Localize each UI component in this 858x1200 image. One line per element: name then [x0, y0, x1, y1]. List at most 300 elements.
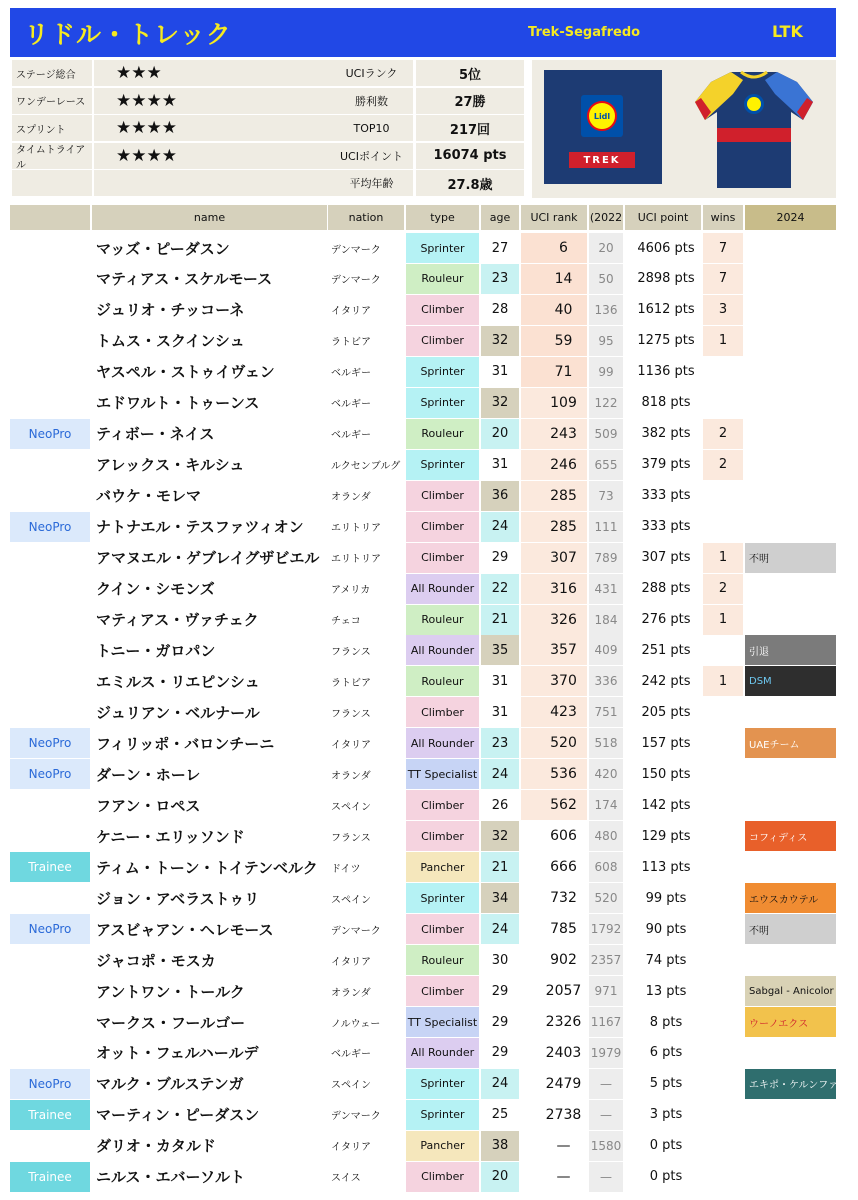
lidl-logo-text: Lidl — [587, 101, 617, 131]
stat-value: 217回 — [416, 115, 524, 141]
uci-rank: 606 — [550, 828, 577, 845]
rider-age: 20 — [481, 1162, 519, 1192]
summary-row — [10, 88, 530, 115]
table-row — [10, 481, 836, 512]
header-uci-rank: UCI rank — [521, 205, 587, 230]
prev-rank: 20 — [589, 233, 623, 263]
rider-age: 35 — [481, 635, 519, 665]
wins-count — [703, 1069, 743, 1099]
status-badge — [10, 264, 90, 294]
next-team — [745, 790, 836, 820]
table-row — [10, 666, 836, 697]
prev-rank: 608 — [589, 852, 623, 882]
wins-count: 2 — [703, 419, 743, 449]
status-badge — [10, 326, 90, 356]
wins-count — [703, 1038, 743, 1068]
uci-points: 4606 pts — [637, 240, 695, 256]
uci-points: 382 pts — [641, 426, 691, 442]
rider-type: Climber — [406, 326, 479, 356]
status-badge — [10, 1131, 90, 1161]
uci-rank: 307 — [550, 549, 577, 566]
team-logo — [544, 70, 662, 184]
uci-rank: 316 — [550, 580, 577, 597]
status-badge — [10, 543, 90, 573]
table-row — [10, 883, 836, 914]
summary-row — [10, 170, 530, 197]
uci-rank: 40 — [554, 301, 573, 318]
table-row — [10, 1007, 836, 1038]
rider-name: アントワン・トールク — [96, 982, 245, 1001]
wins-count — [703, 635, 743, 665]
rider-age: 29 — [491, 550, 509, 566]
rider-age: 21 — [481, 605, 519, 635]
rider-nation: チェコ — [331, 616, 361, 628]
next-team — [745, 481, 836, 511]
table-row — [10, 450, 836, 481]
uci-rank: 71 — [554, 363, 573, 380]
uci-points: 150 pts — [641, 766, 691, 782]
status-badge — [10, 666, 90, 696]
rider-type: Climber — [406, 295, 479, 325]
rider-type: Climber — [406, 481, 479, 511]
status-badge: NeoPro — [10, 759, 90, 789]
rider-age: 30 — [491, 952, 509, 968]
prev-rank: 518 — [589, 728, 623, 758]
rider-nation: オランダ — [331, 770, 371, 782]
table-row — [10, 790, 836, 821]
prev-rank: 420 — [589, 759, 623, 789]
header-uci-point: UCI point — [625, 205, 701, 230]
rider-name: クイン・シモンズ — [96, 580, 215, 599]
table-row — [10, 295, 836, 326]
uci-points: 2898 pts — [637, 271, 695, 287]
uci-points: 74 pts — [645, 952, 687, 968]
rider-nation: スイス — [331, 1173, 361, 1185]
rider-age: 29 — [491, 983, 509, 999]
wins-count — [703, 697, 743, 727]
uci-rank: 902 — [550, 952, 577, 969]
uci-rank: 6 — [559, 240, 568, 256]
table-row — [10, 976, 836, 1007]
next-team — [745, 233, 836, 263]
lidl-logo-icon — [581, 95, 623, 137]
rider-nation: ベルギー — [331, 430, 371, 442]
prev-rank: 111 — [589, 512, 623, 542]
table-row — [10, 357, 836, 388]
rating-label — [12, 170, 92, 196]
rider-type: Rouleur — [406, 666, 479, 696]
uci-points: 5 pts — [649, 1076, 683, 1092]
header-type: type — [406, 205, 479, 230]
rider-age: 24 — [481, 512, 519, 542]
rider-age: 24 — [481, 759, 519, 789]
rider-type: Sprinter — [406, 388, 479, 418]
uci-rank: 423 — [550, 704, 577, 721]
wins-count: 3 — [703, 295, 743, 325]
next-team — [745, 419, 836, 449]
uci-rank: 59 — [554, 332, 573, 349]
rider-type: TT Specialist — [406, 759, 479, 789]
rating-stars: ★★★★ — [94, 115, 334, 141]
uci-points: 0 pts — [649, 1138, 683, 1154]
uci-points: 1612 pts — [637, 302, 695, 318]
rider-nation: イタリア — [331, 306, 371, 318]
stat-label: TOP10 — [330, 115, 413, 141]
status-badge — [10, 790, 90, 820]
rider-type: Sprinter — [406, 233, 479, 263]
header-age: age — [481, 205, 519, 230]
table-row — [10, 419, 836, 450]
rating-label: スプリント — [12, 115, 92, 141]
next-team — [745, 1100, 836, 1130]
rider-name: トムス・スクインシュ — [96, 332, 245, 351]
team-name-japanese: リドル・トレック — [24, 20, 232, 49]
uci-points: 129 pts — [641, 828, 691, 844]
rider-name: ジュリアン・ベルナール — [96, 703, 260, 722]
stat-label: UCIランク — [330, 60, 413, 86]
rider-type: Climber — [406, 697, 479, 727]
header-name: name — [92, 205, 327, 230]
rider-age: 24 — [481, 1069, 519, 1099]
uci-rank: 2326 — [545, 1014, 582, 1030]
summary-row — [10, 143, 530, 170]
header-status — [10, 205, 90, 230]
trek-logo-text: TREK — [569, 152, 635, 168]
table-row — [10, 574, 836, 605]
rider-name: アレックス・キルシュ — [96, 456, 245, 475]
rating-stars: ★★★ — [94, 60, 334, 86]
table-row — [10, 1100, 836, 1131]
rider-type: Climber — [406, 976, 479, 1006]
rider-age: 29 — [491, 1014, 509, 1030]
rider-nation: アメリカ — [331, 585, 371, 597]
prev-rank: 136 — [589, 295, 623, 325]
next-team — [745, 574, 836, 604]
rider-nation: オランダ — [331, 492, 371, 504]
rider-nation: ベルギー — [331, 1049, 371, 1061]
uci-rank: 285 — [550, 487, 577, 504]
rider-name: エドワルト・トゥーンス — [96, 394, 260, 413]
wins-count: 1 — [703, 326, 743, 356]
prev-rank: — — [589, 1069, 623, 1099]
uci-points: 818 pts — [641, 395, 691, 411]
status-badge: NeoPro — [10, 419, 90, 449]
rider-type: Rouleur — [406, 945, 479, 975]
rider-type: Rouleur — [406, 264, 479, 294]
prev-rank: 520 — [589, 883, 623, 913]
status-badge — [10, 450, 90, 480]
rider-nation: ベルギー — [331, 399, 371, 411]
prev-rank: 2357 — [589, 945, 623, 975]
rider-type: All Rounder — [406, 635, 479, 665]
next-team: 不明 — [745, 543, 836, 573]
uci-rank: 785 — [550, 921, 577, 938]
uci-rank: — — [556, 1137, 571, 1154]
rider-nation: スペイン — [331, 1080, 371, 1092]
uci-rank: 285 — [550, 518, 577, 535]
summary-row — [10, 60, 530, 87]
uci-points: 379 pts — [641, 457, 691, 473]
stat-label: UCIポイント — [330, 143, 413, 169]
rider-type: TT Specialist — [406, 1007, 479, 1037]
rating-label: ステージ総合 — [12, 60, 92, 86]
rider-name: ティム・トーン・トイテンベルク — [96, 858, 318, 877]
uci-rank: 2057 — [545, 983, 582, 1000]
rider-age: 20 — [481, 419, 519, 449]
rider-age: 21 — [481, 852, 519, 882]
rider-nation: フランス — [331, 646, 371, 658]
rider-name: ダーン・ホーレ — [96, 765, 201, 784]
table-row — [10, 1162, 836, 1193]
rider-age: 32 — [481, 821, 519, 851]
prev-rank: 184 — [589, 605, 623, 635]
rider-type: All Rounder — [406, 574, 479, 604]
uci-points: 6 pts — [649, 1045, 683, 1061]
uci-points: 90 pts — [645, 921, 687, 937]
next-team: 引退 — [745, 635, 836, 665]
wins-count — [703, 357, 743, 387]
uci-points: 276 pts — [641, 612, 691, 628]
uci-points: 157 pts — [641, 735, 691, 751]
rider-nation: オランダ — [331, 987, 371, 999]
rider-age: 31 — [491, 457, 509, 473]
next-team — [745, 264, 836, 294]
rider-type: Sprinter — [406, 1100, 479, 1130]
uci-points: 333 pts — [641, 519, 691, 535]
prev-rank: 122 — [589, 388, 623, 418]
wins-count: 1 — [703, 666, 743, 696]
rider-age: 23 — [481, 264, 519, 294]
status-badge — [10, 821, 90, 851]
rider-name: マティアス・ヴァチェク — [96, 611, 259, 630]
next-team: エキポ・ケルンファルマ — [745, 1069, 836, 1099]
wins-count — [703, 790, 743, 820]
wins-count — [703, 1162, 743, 1192]
stat-label: 勝利数 — [330, 88, 413, 114]
prev-rank: 73 — [589, 481, 623, 511]
prev-rank: 1167 — [589, 1007, 623, 1037]
table-row — [10, 512, 836, 543]
table-row — [10, 759, 836, 790]
next-team — [745, 450, 836, 480]
next-team — [745, 1162, 836, 1192]
rider-age: 22 — [481, 574, 519, 604]
table-row — [10, 914, 836, 945]
rider-type: All Rounder — [406, 728, 479, 758]
next-team — [745, 295, 836, 325]
status-badge — [10, 605, 90, 635]
uci-points: 99 pts — [645, 890, 687, 906]
wins-count: 1 — [703, 605, 743, 635]
rider-name: フアン・ロペス — [96, 796, 201, 815]
stat-value: 16074 pts — [416, 143, 524, 169]
wins-count — [703, 914, 743, 944]
next-team — [745, 852, 836, 882]
rider-type: Climber — [406, 512, 479, 542]
next-team — [745, 1131, 836, 1161]
rider-type: Rouleur — [406, 419, 479, 449]
wins-count — [703, 852, 743, 882]
status-badge: NeoPro — [10, 728, 90, 758]
next-team — [745, 512, 836, 542]
status-badge — [10, 976, 90, 1006]
uci-rank: 370 — [550, 673, 577, 690]
next-team — [745, 388, 836, 418]
table-row — [10, 635, 836, 666]
next-team — [745, 945, 836, 975]
rider-nation: イタリア — [331, 739, 371, 751]
wins-count — [703, 1131, 743, 1161]
rating-label: タイムトライアル — [12, 143, 92, 169]
uci-points: 8 pts — [649, 1014, 683, 1030]
rider-nation: スペイン — [331, 801, 371, 813]
rider-name: マッズ・ピーダスン — [96, 239, 230, 258]
rider-name: フィリッポ・バロンチーニ — [96, 734, 275, 753]
uci-rank: 2738 — [545, 1106, 582, 1123]
rider-name: ジョン・アベラストゥリ — [96, 889, 260, 908]
status-badge: Trainee — [10, 1162, 90, 1192]
table-row — [10, 326, 836, 357]
rider-nation: デンマーク — [331, 275, 381, 287]
rider-type: Pancher — [406, 852, 479, 882]
rider-name: アスビャアン・ヘレモース — [96, 920, 274, 939]
prev-rank: 1979 — [589, 1038, 623, 1068]
uci-rank: 14 — [554, 270, 573, 287]
uci-points: 251 pts — [641, 642, 691, 658]
rider-age: 27 — [491, 240, 509, 256]
table-row — [10, 1069, 858, 1100]
rider-age: 29 — [491, 1045, 509, 1061]
wins-count: 2 — [703, 574, 743, 604]
table-row — [10, 264, 836, 295]
uci-points: 333 pts — [641, 488, 691, 504]
rider-age: 38 — [481, 1131, 519, 1161]
rider-nation: ラトビア — [331, 677, 371, 689]
prev-rank: 50 — [589, 264, 623, 294]
rider-name: トニー・ガロパン — [96, 641, 216, 660]
uci-rank: 2403 — [545, 1044, 582, 1061]
status-badge — [10, 574, 90, 604]
status-badge — [10, 697, 90, 727]
prev-rank: 509 — [589, 419, 623, 449]
rider-nation: エリトリア — [331, 554, 381, 566]
team-header — [10, 8, 836, 57]
wins-count — [703, 481, 743, 511]
rider-nation: イタリア — [331, 1142, 371, 1154]
uci-rank: 246 — [550, 456, 577, 473]
status-badge — [10, 388, 90, 418]
rider-nation: ラトビア — [331, 337, 371, 349]
team-code: LTK — [772, 22, 803, 41]
status-badge — [10, 295, 90, 325]
next-team: ウーノエクス — [745, 1007, 836, 1037]
table-row — [10, 605, 836, 636]
rider-name: ヤスペル・ストゥイヴェン — [96, 363, 275, 382]
uci-rank: 243 — [550, 425, 577, 442]
next-team: エウスカウテル — [745, 883, 836, 913]
wins-count — [703, 883, 743, 913]
rider-age: 28 — [491, 302, 509, 318]
rider-nation: エリトリア — [331, 523, 381, 535]
rider-name: ティボー・ネイス — [96, 425, 215, 444]
rider-type: Sprinter — [406, 357, 479, 387]
rider-type: Climber — [406, 543, 479, 573]
rider-type: Sprinter — [406, 883, 479, 913]
uci-points: 142 pts — [641, 797, 691, 813]
rider-type: Climber — [406, 1162, 479, 1192]
prev-rank: 1580 — [589, 1131, 623, 1161]
wins-count — [703, 945, 743, 975]
status-badge: NeoPro — [10, 1069, 90, 1099]
rider-nation: スペイン — [331, 894, 371, 906]
rider-nation: ドイツ — [331, 863, 361, 875]
wins-count: 1 — [703, 543, 743, 573]
prev-rank: — — [589, 1100, 623, 1130]
team-summary — [10, 60, 836, 199]
table-row — [10, 543, 836, 574]
status-badge: Trainee — [10, 852, 90, 882]
next-team: Sabgal - Anicolor — [745, 976, 836, 1006]
status-badge — [10, 233, 90, 263]
rider-name: マルク・ブルステンガ — [96, 1075, 244, 1094]
next-team — [745, 326, 836, 356]
wins-count — [703, 512, 743, 542]
rider-age: 36 — [481, 481, 519, 511]
status-badge: NeoPro — [10, 914, 90, 944]
uci-rank: 536 — [550, 766, 577, 783]
rider-type: Sprinter — [406, 450, 479, 480]
rider-type: Rouleur — [406, 605, 479, 635]
uci-points: 1136 pts — [637, 364, 695, 380]
next-team — [745, 1038, 836, 1068]
prev-rank: 751 — [589, 697, 623, 727]
uci-points: 3 pts — [649, 1107, 683, 1123]
prev-rank: 971 — [589, 976, 623, 1006]
header-nation: nation — [328, 205, 404, 230]
wins-count — [703, 1100, 743, 1130]
table-row — [10, 233, 836, 264]
wins-count — [703, 976, 743, 1006]
prev-rank: 336 — [589, 666, 623, 696]
table-row — [10, 821, 836, 852]
header-prev-rank: (2022 — [589, 205, 623, 230]
rider-age: 31 — [491, 704, 509, 720]
status-badge — [10, 945, 90, 975]
uci-rank: 562 — [550, 797, 577, 814]
rider-name: オット・フェルハールデ — [96, 1044, 259, 1063]
stat-value: 27勝 — [416, 88, 524, 114]
stat-label: 平均年齢 — [330, 170, 413, 196]
rider-type: Climber — [406, 790, 479, 820]
uci-rank: — — [556, 1168, 571, 1185]
rider-age: 32 — [481, 326, 519, 356]
summary-row — [10, 115, 530, 142]
rider-name: ナトナエル・テスファツィオン — [96, 518, 304, 537]
rider-name: マークス・フールゴー — [96, 1013, 246, 1032]
status-badge — [10, 883, 90, 913]
status-badge: NeoPro — [10, 512, 90, 542]
uci-rank: 2479 — [545, 1075, 582, 1092]
uci-points: 288 pts — [641, 581, 691, 597]
next-team: DSM — [745, 666, 836, 696]
prev-rank: — — [589, 1162, 623, 1192]
rider-name: マーティン・ピーダスン — [96, 1106, 260, 1125]
table-row — [10, 697, 836, 728]
rider-name: エミルス・リエピンシュ — [96, 672, 260, 691]
rider-nation: デンマーク — [331, 244, 381, 256]
uci-points: 13 pts — [645, 983, 687, 999]
stat-value: 5位 — [416, 60, 524, 86]
